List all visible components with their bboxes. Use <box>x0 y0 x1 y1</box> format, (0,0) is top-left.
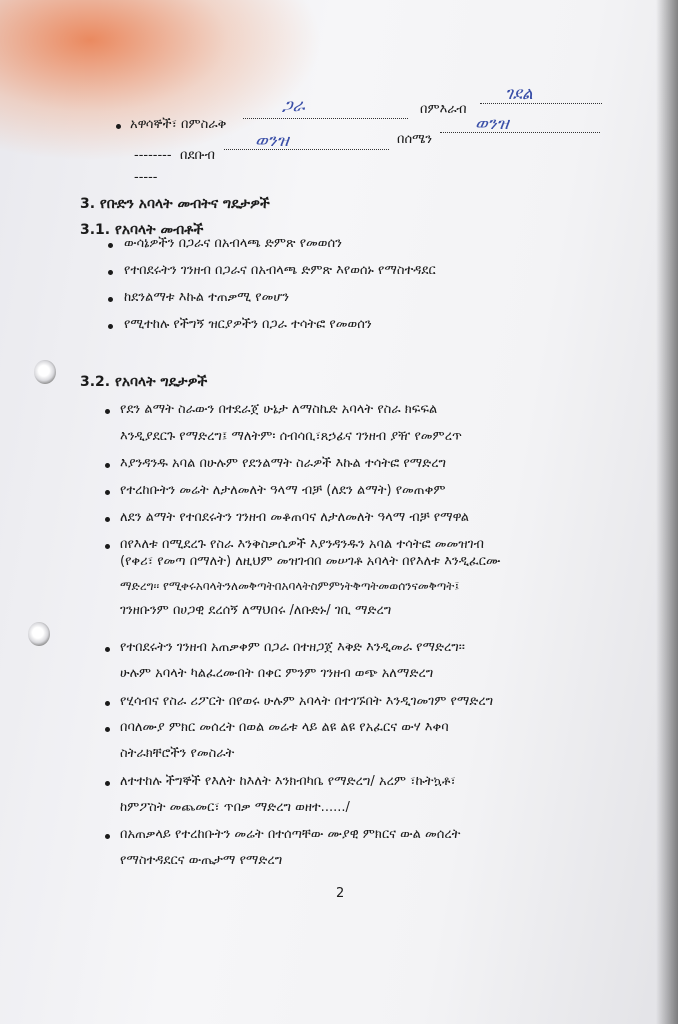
fill-line <box>440 132 600 133</box>
list-item-line: በባለሙያ ምክር መሰረት በወል መሬቱ ላይ ልዩ ልዩ የአፈርና ውሃ እቀባ <box>120 720 449 735</box>
list-item-line: ስትራክቸሮችን የመስራት <box>120 746 235 761</box>
bullet <box>105 781 110 786</box>
list-item-line: (የቀሪ፣ የመጣ በማለት) ለዚህም መዝገብበ መሠገቶ አባላት በየእለቱ እንዲፈርሙ <box>120 554 501 569</box>
list-item-line: ሁሉም አባላት ካልፈረሙበት በቀር ምንም ገንዘብ ወጭ አለማድረግ <box>120 666 434 681</box>
bullet <box>105 490 110 495</box>
bullet <box>105 727 110 732</box>
boundary-west-handwritten: ገደል <box>505 84 533 104</box>
boundary-east-handwritten: ጋራ <box>282 96 305 116</box>
subsection-title-obligations: 3.2. የአባላት ግዴታዎች <box>80 374 208 390</box>
list-item: ከደንልማቱ እኩል ተጠቃሚ የመሆን <box>124 290 290 305</box>
list-item-line: የተረከቡትን መሬት ለታለመለት ዓላማ ብቻ (ለደን ልማት) የመጠቀም <box>120 483 446 498</box>
list-item-line: ከምፖስት መጨመር፣ ጥበቃ ማድረግ ወዘተ....../ <box>120 800 350 815</box>
punch-hole <box>34 360 56 384</box>
boundary-north-label: በሰሜን <box>397 132 433 147</box>
list-item-line: የማስተዳደርና ውጤታማ የማድረግ <box>120 853 283 868</box>
list-item-line: ለተተከሉ ችግኞች የእለት ከእለት እንክብካቤ የማድረግ/ አረም ፣ኩትኳቶ፣ <box>120 774 456 789</box>
bullet <box>105 517 110 522</box>
bullet <box>108 243 113 248</box>
fill-line <box>224 149 389 150</box>
boundary-north-handwritten: ወንዝ <box>475 114 509 134</box>
fill-line <box>243 118 408 119</box>
bullet <box>105 544 110 549</box>
bullet <box>105 701 110 706</box>
list-item: ውሳኔዎችን በጋራና በአብላጫ ድምጽ የመወሰን <box>124 236 342 251</box>
bullet <box>108 324 113 329</box>
bullet <box>108 297 113 302</box>
list-item-line: ለደን ልማት የተበደሩትን ገንዘብ መቆጠባና ለታለመለት ዓላማ ብቻ የማዋል <box>120 510 469 525</box>
boundary-south-handwritten: ወንዝ <box>255 131 289 151</box>
bullet <box>105 647 110 652</box>
boundary-east-label: አዋሳኞች፣ በምስራቅ <box>130 117 227 132</box>
list-item: የሚተከሉ የችግኝ ዝርያዎችን በጋራ ተሳትፎ የመወሰን <box>124 317 372 332</box>
list-item-line: በአጠቃላይ የተረከቡትን መሬት በተሰጣቸው ሙያዊ ምክርና ውል መሰረት <box>120 827 461 842</box>
boundary-south-label: በደቡብ <box>180 148 215 163</box>
list-item-line: የተበደሩትን ገንዘብ አጠቃቀም በጋራ በተዘጋጀ እቅድ እንዲመራ የማድረግ፡፡ <box>120 640 465 655</box>
dash-suffix: ----- <box>134 170 158 185</box>
bullet <box>105 409 110 414</box>
punch-hole <box>28 622 50 646</box>
list-item-line: በየእለቱ በሚደረጉ የስራ እንቅስቃሴዎች እያንዳንዱን አባል ተሳትፎ መመዝገብ <box>120 537 484 552</box>
list-item-line: እንዲያደርጉ የማድረግ፤ ማለትም፡ ሰብሳቢ፣ጸኃፊና ገንዘብ ያዥ የመምረጥ <box>120 429 462 444</box>
section-title: 3. የቡድን አባላት መብትና ግዴታዎች <box>80 196 270 212</box>
boundary-west-label: በምእራብ <box>420 102 467 117</box>
bullet <box>116 124 121 129</box>
bullet <box>105 834 110 839</box>
list-item: የተበደሩትን ገንዘብ በጋራና በአብላጫ ድምጽ እየወሰኑ የማስተዳደር <box>124 263 436 278</box>
bullet <box>108 270 113 275</box>
page-number: 2 <box>336 886 345 901</box>
list-item-line: የደን ልማት ስራውን በተደራጀ ሁኔታ ለማስኬድ አባላት የስራ ክፍፍል <box>120 402 438 417</box>
dash-prefix: -------- <box>134 148 172 163</box>
list-item-line: ማድረግ፡፡ የሚቀሩአባላትንለመቅጣትበአባላትስምምነትቅጣትመወሰንናመቅጣት፤ <box>120 579 460 593</box>
list-item-line: ገንዘቡንም በሀጋዊ ደረሰኝ ለማህበሩ /ለቡድኑ/ ገቢ ማድረግ <box>120 603 392 618</box>
list-item-line: የሂሳብና የስራ ሪፖርት በየወሩ ሁሉም አባላት በተገኙበት እንዲገመገም የማድረግ <box>120 694 494 709</box>
list-item-line: እያንዳንዱ አባል በሁሉም የደንልማት ስራዎች እኩል ተሳትፎ የማድረግ <box>120 456 447 471</box>
fill-line <box>480 103 602 104</box>
bullet <box>105 463 110 468</box>
subsection-title-rights: 3.1. የአባላት መብቶች <box>80 222 204 238</box>
